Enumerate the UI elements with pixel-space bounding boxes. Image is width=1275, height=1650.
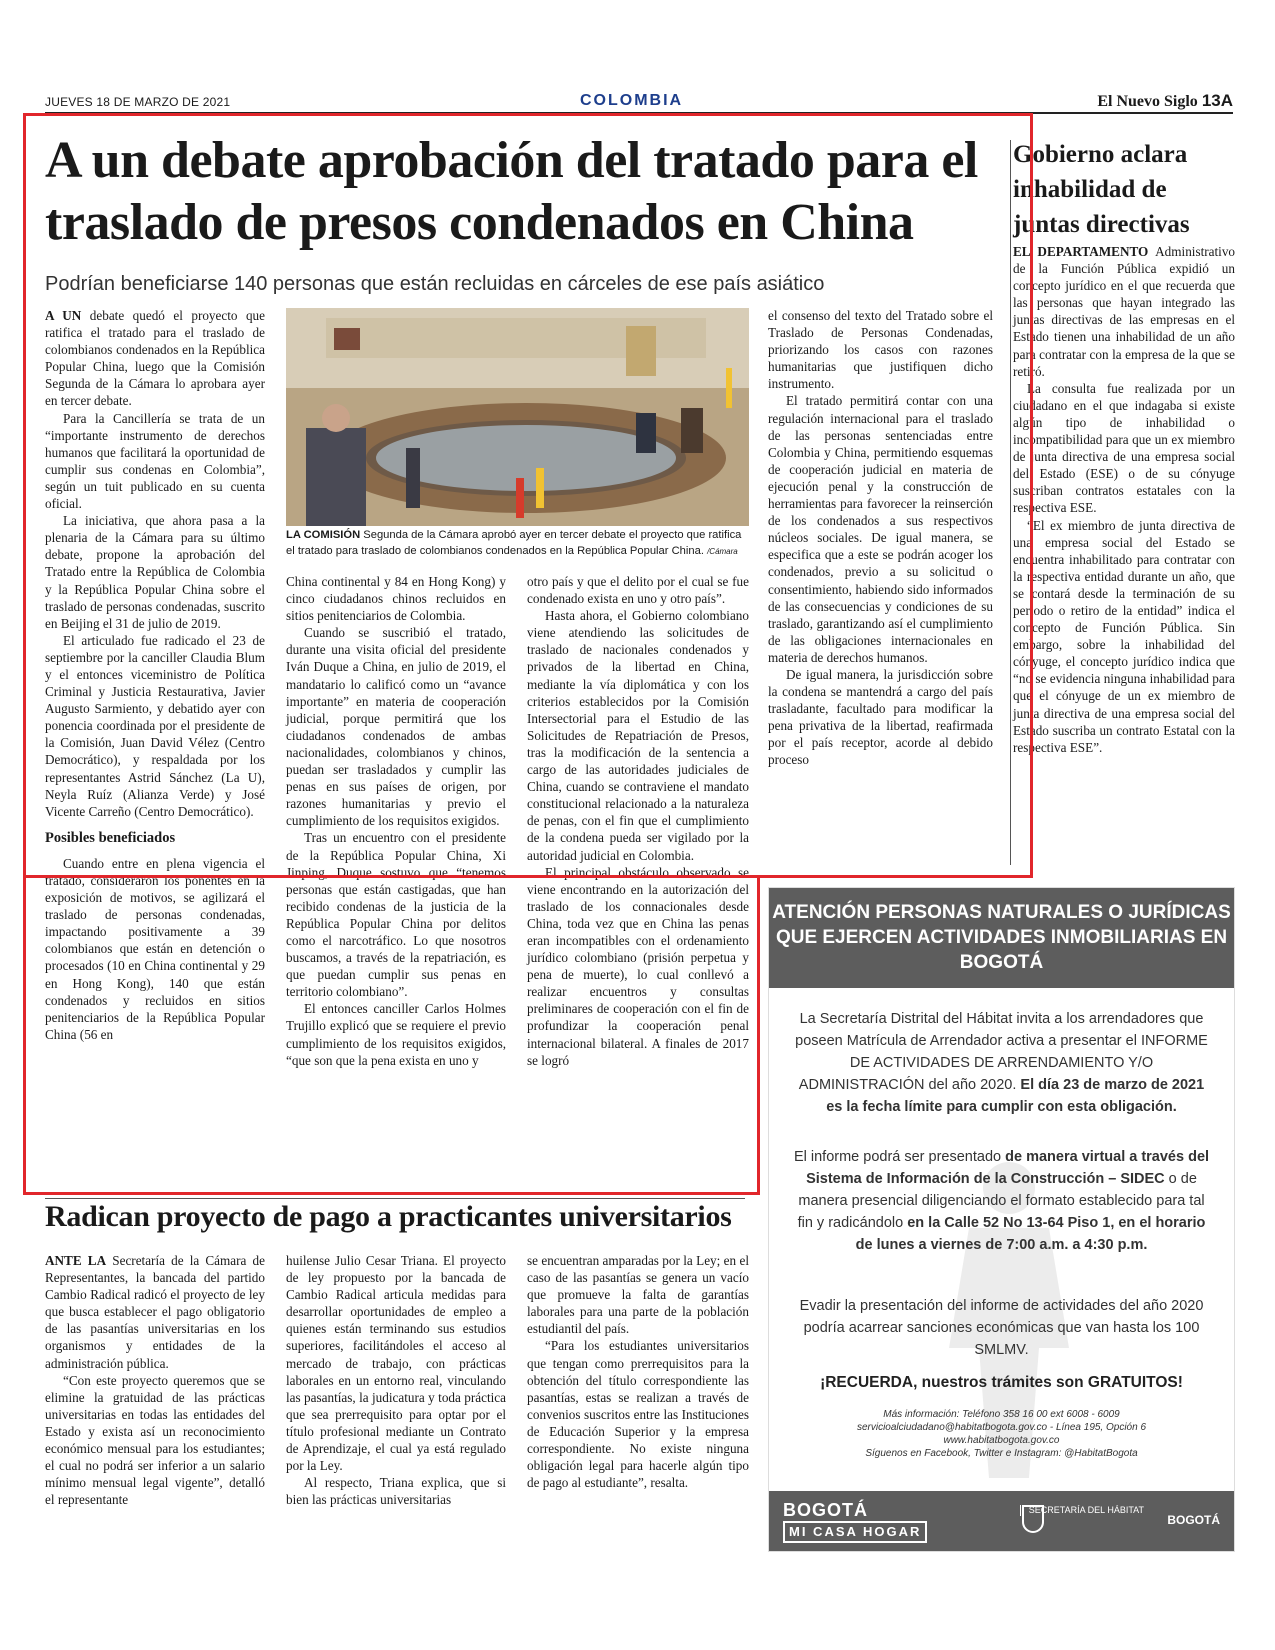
logo-subtext: MI CASA HOGAR	[783, 1521, 927, 1543]
lead-in: A UN	[45, 308, 82, 323]
second-column-2	[286, 1252, 506, 1508]
paragraph: China continental y 84 en Hong Kong) y cinco ciudadanos chinos recluidos en sitios penitenciarios de Colombia.	[286, 574, 506, 624]
caption-lead: LA COMISIÓN	[286, 529, 361, 541]
paragraph: El tratado permitirá contar con una regulación internacional para el traslado de las personas sentenciadas entre Colombia y China, permitiendo esquemas de cooperación judicial en materia de ejecución penal y la construcción de herramientas para favorecer la reinserción de los condenados a sus respectivos núcleos sociales. De igual manera, se especifica que a este se podrán acoger los condenados, previo a su solicitud o consentimiento, habiendo sido informados de las consecuencias y condiciones de su traslado, garantizando así el cumplimiento de las obligaciones internacionales en materia de derechos humanos.	[768, 393, 993, 665]
section-name: COLOMBIA	[580, 92, 684, 109]
photo-caption	[286, 528, 749, 559]
ad-footer	[769, 1491, 1234, 1551]
page-number: 13A	[1201, 91, 1233, 110]
paragraph: Hasta ahora, el Gobierno colombiano viene atendiendo las solicitudes de traslado de nacionales condenados y privados de la libertad en China, mediante la vía diplomática y con los criterios establecidos por la Comisión Intersectorial para el Estudio de las Solicitudes de Repatriación de Presos, tras la modificación de la sentencia a cargo de las autoridades judiciales de China, cuando se contraviene el mandato constitucional relacionado a la naturaleza de penas, con el fin que el cumplimiento de la condena pueda ser vigilado por la autoridad judicial en Colombia.	[527, 608, 749, 863]
lead-in: EL DEPARTAMENTO	[1013, 244, 1149, 259]
ad-paragraph-2	[789, 1146, 1214, 1256]
caption-text: Segunda de la Cámara aprobó ayer en tercer debate el proyecto que ratifica el tratado para traslado de colombianos condenados en la República Popular China.	[286, 529, 742, 557]
paragraph: Cuando se suscribió el tratado, durante una visita oficial del presidente Iván Duque a China, en julio de 2019, el mandatario lo calificó como un “avance importante” en materia de cooperación judicial, porque permitirá que los ciudadanos condenados de ambas nacionalidades, colombianos y chinos, puedan ser trasladados y cumplir las penas en sus países de origen, por razones humanitarias y previo el cumplimiento de los requisitos exigidos.	[286, 625, 506, 829]
paragraph: El principal obstáculo observado se viene encontrando en la autorización del traslado de los connacionales desde China, toda vez que en China las penas eran incompatibles con el ordenamiento jurídico colombiano (prisión perpetua y pena de muerte), lo cual conllevó a realizar encuentros y consultas preliminares de cooperación con el fin de profundizar la cooperación penal internacional bilateral. A finales de 2017 se logró	[527, 864, 749, 1068]
main-column-1	[45, 307, 265, 1043]
main-headline: A un debate aprobación del tratado para el traslado de presos condenados en China	[45, 132, 978, 251]
side-article-body	[1013, 243, 1235, 756]
paragraph: El articulado fue radicado el 23 de septiembre por la canciller Claudia Blum y el entonces viceministro de Política Criminal y Justicia Restaurativa, Javier Augusto Sarmiento, y debatido ayer con ponencia coordinada por el presidente de la Comisión, Juan David Vélez (Centro Democrático), y respaldada por los representantes Astrid Sánchez (La U), Neyla Ruíz (Alianza Verde) y José Vicente Carreño (Centro Democrático).	[45, 632, 265, 819]
newspaper-name: El Nuevo Siglo	[1097, 93, 1198, 110]
header-rule	[45, 112, 1233, 114]
ad-text: La Secretaría Distrital del Hábitat invita a los arrendadores que poseen Matrícula de Arrendador activa a presentar el INFORME DE ACTIVIDADES DE ARRENDAMIENTO Y/O ADMINISTRACIÓN del año 2020.	[795, 1011, 1208, 1093]
ad-deadline: El día 23 de marzo de 2021 es la fecha límite para cumplir con esta obligación.	[826, 1077, 1205, 1115]
paragraph: La iniciativa, que ahora pasa a la plenaria de la Cámara para su último debate, propone la aprobación del Tratado entre la República de Colombia y la República Popular China sobre el traslado de personas condenadas, suscrito en Beijing el 31 de julio de 2019.	[45, 513, 265, 631]
ad-website[interactable]: www.habitatbogota.gov.co	[943, 1435, 1060, 1446]
paragraph: debate quedó el proyecto que ratifica el tratado para el traslado de colombianos condenados en la República Popular China, luego que la Comisión Segunda de la Cámara lo aprobara ayer en tercer debate.	[45, 308, 265, 409]
main-column-3	[527, 573, 749, 1069]
paragraph: Secretaría de la Cámara de Representantes, la bancada del partido Cambio Radical radicó el proyecto de ley que busca establecer el pago obligatorio de las pasantías universitarias en los organismos y entidades de la administración pública.	[45, 1253, 265, 1371]
ad-address: en la Calle 52 No 13-64 Piso 1, en el horario de lunes a viernes de 7:00 a.m. a 4:30 p.m.	[855, 1215, 1206, 1253]
lead-in: ANTE LA	[45, 1253, 107, 1268]
ad-contact	[789, 1408, 1214, 1460]
paragraph: “Con este proyecto queremos que se elimine la gratuidad de las prácticas universitarias en todas las entidades del Estado y exista así un reconocimiento económico mensual para los estudiantes; el cual no podrá ser inferior a un salario mínimo mensual legal vigente”, detalló el representante	[45, 1372, 265, 1508]
paragraph: Al respecto, Triana explica, que si bien las prácticas universitarias	[286, 1475, 506, 1508]
bogota-hogar-logo	[783, 1501, 927, 1543]
paragraph: La consulta fue realizada por un ciudadano en el que indagaba si existe algún tipo de inhabilidad o incompatibilidad para que un ex miembro de junta directiva de una empresa social del Estado (ESE) o de su cónyuge suscriban contratos estatales con la respectiva ESE.	[1013, 380, 1235, 516]
article-divider	[45, 1198, 745, 1199]
ad-remember: ¡RECUERDA, nuestros trámites son GRATUITOS!	[820, 1374, 1183, 1391]
main-column-4	[768, 307, 993, 769]
commission-photo	[286, 308, 749, 526]
habitat-advertisement	[768, 887, 1235, 1552]
ad-text-bold: de manera virtual a través del Sistema de Información de la Construcción – SIDEC	[806, 1149, 1210, 1187]
photo-credit: /Cámara	[707, 546, 738, 556]
subheading: Posibles beneficiados	[45, 829, 176, 846]
issue-date: JUEVES 18 DE MARZO DE 2021	[45, 95, 231, 109]
column-divider	[1010, 140, 1011, 865]
ad-phone: Más información: Teléfono 358 16 00 ext 6008 - 6009	[883, 1409, 1120, 1420]
paragraph: “Para los estudiantes universitarios que tengan como prerrequisitos para la obtención del título correspondiente las pasantías, estas se realizan a través de convenios suscritos entre las Instituciones de Educación Superior y la empresa correspondiente. No existe ninguna obligación legal para hacerle algún tipo de pago al estudiante”, resalta.	[527, 1338, 749, 1491]
main-column-2	[286, 573, 506, 1069]
paragraph: el consenso del texto del Tratado sobre el Traslado de Personas Condenadas, priorizando los casos con razones humanitarias que justifiquen dicho instrumento.	[768, 308, 993, 392]
paragraph: se encuentran amparadas por la Ley; en el caso de las pasantías se genera un vacío que promueve la falta de garantías laborales para una parte de la población estudiantil del país.	[527, 1253, 749, 1337]
main-deck: Podrían beneficiarse 140 personas que están recluidas en cárceles de ese país asiático	[45, 273, 825, 295]
paragraph: “El ex miembro de junta directiva de una empresa social del Estado se encuentra inhabilitado para contratar con la respectiva entidad durante un año, que se contará desde la terminación de su periodo o retiro de la entidad” indica el concepto de Función Pública. Sin embargo, sobre la inhabilidad del cónyuge, el concepto jurídico indica que “no se evidencia ninguna inhabilidad para que el cónyuge de un ex miembro de junta directiva de una empresa social del Estado suscriba un contrato Estatal con la respectiva ESE”.	[1013, 517, 1235, 755]
bogota-logo: BOGOTÁ	[1167, 1513, 1220, 1527]
ad-title: ATENCIÓN PERSONAS NATURALES O JURÍDICAS QUE EJERCEN ACTIVIDADES INMOBILIARIAS EN BOGOTÁ	[769, 888, 1234, 988]
paragraph: Cuando entre en plena vigencia el tratado, consideraron los ponentes en la exposición de motivos, se agilizará el traslado de personas condenadas, impactando positivamente a 39 colombianos que están en detención o procesados (10 en China continental y 29 en Hong Kong), 140 que están condenados y recluidos en sitios penitenciarios de la República Popular China (56 en	[45, 855, 265, 1042]
ad-social: Síguenos en Facebook, Twitter e Instagram: @HabitatBogota	[865, 1448, 1138, 1459]
ad-paragraph-1	[789, 1008, 1214, 1118]
photo-illustration	[286, 308, 749, 526]
paragraph: otro país y que el delito por el cual se fue condenado exista en uno y otro país”.	[527, 574, 749, 607]
paragraph: Administrativo de la Función Pública expidió un concepto jurídico en el que recuerda que las personas que hayan integrado las juntas directivas de las empresas en el Estado tienen una inhabilidad de un año para contratar con la empresa de la que se retiró.	[1013, 244, 1236, 379]
paragraph: huilense Julio Cesar Triana. El proyecto de ley propuesto por la bancada de Cambio Radical articula medidas para desarrollar oportunidades de empleo a quienes están terminando sus estudios superiores, facilitándoles el acceso al mercado de trabajo, con prácticas laborales en un entorno real, vinculando las pasantías, la judicatura y toda práctica que sea prerrequisito para optar por el título profesional mediante un Contrato de Aprendizaje, el cual ya está regulado por la Ley.	[286, 1253, 506, 1474]
masthead	[1097, 91, 1233, 111]
second-column-3	[527, 1252, 749, 1491]
ad-email[interactable]: servicioalciudadano@habitatbogota.gov.co - Línea 195, Opción 6	[856, 1422, 1147, 1433]
ad-paragraph-3: Evadir la presentación del informe de actividades del año 2020 podría acarrear sanciones económicas que van hasta los 100 SMLMV.	[799, 1298, 1204, 1358]
second-headline: Radican proyecto de pago a practicantes universitarios	[45, 1200, 732, 1233]
page-header	[45, 91, 1233, 111]
logo-text: BOGOTÁ	[783, 1500, 868, 1520]
paragraph: El entonces canciller Carlos Holmes Trujillo explicó que se requiere el previo cumplimiento de los requisitos exigidos, “que son que la pena exista en uno y	[286, 1001, 506, 1068]
habitat-logo: SECRETARÍA DEL HÁBITAT	[1020, 1505, 1144, 1516]
ad-text: El informe podrá ser presentado	[793, 1149, 1002, 1165]
ad-text: o de manera presencial diligenciando el formato establecido para tal fin y radicándolo	[797, 1171, 1205, 1231]
paragraph: De igual manera, la jurisdicción sobre la condena se mantendrá a cargo del país trasladante, facultado para modificar la pena privativa de la libertad, reafirmada por el país receptor, acorde al debido proceso	[768, 666, 993, 768]
side-headline: Gobierno aclara inhabilidad de juntas directivas	[1013, 141, 1190, 238]
paragraph: Para la Cancillería se trata de un “importante instrumento de derechos humanos que facilitará la oportunidad de cumplir sus condenas en Colombia”, según un tuit publicado en su cuenta oficial.	[45, 410, 265, 512]
second-column-1	[45, 1252, 265, 1508]
paragraph: Tras un encuentro con el presidente de la República Popular China, Xi Jinping, Duque sostuvo que “tenemos personas que están castigadas, que han recibido condenas de la justicia de la República Popular China por delitos como el narcotráfico. Lo que nosotros buscamos, a través de la repatriación, es que puedan cumplir sus penas en territorio colombiano”.	[286, 830, 506, 1000]
